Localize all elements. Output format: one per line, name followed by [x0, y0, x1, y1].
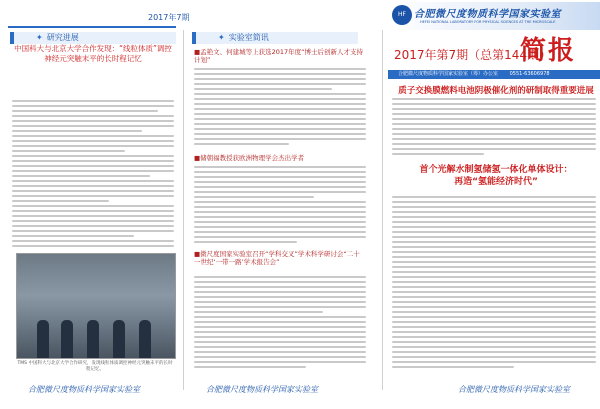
contact-bar — [388, 70, 600, 86]
star-icon: ✦ — [36, 33, 43, 42]
news-title-2: ■储朝福教授获欧洲物理学会杰出学者 — [194, 154, 305, 162]
news-body-2 — [194, 166, 366, 246]
news-title-3: ■微尺度国家实验室召开“学科交叉”学术科学研讨会“二十一世纪‘一带一路’学术报告会” — [194, 250, 360, 266]
secondary-headline-line2: 再造“氢能经济时代” — [454, 177, 538, 187]
bulletin-label: 简报 — [520, 36, 577, 66]
header-rule — [8, 26, 176, 28]
main-headline: 质子交换膜燃料电池阴极催化剂的研制取得重要进展 — [398, 86, 594, 96]
star-icon: ✦ — [218, 33, 225, 42]
article-body — [12, 100, 174, 250]
email-address: hfnlo072@ustc.edu.cn — [398, 80, 455, 86]
secondary-headline-line1: 首个光解水制氢储氢一体化单体设计： — [419, 165, 573, 175]
main-article-body — [392, 98, 596, 158]
issue-number: 2017年第7期（总第144期） — [394, 48, 552, 62]
column-divider — [183, 30, 184, 390]
masthead-subtitle: HEFEI NATIONAL LABORATORY FOR PHYSICAL SCIENCES AT THE MICROSCALE — [420, 20, 556, 24]
secondary-headline — [392, 164, 600, 188]
news-body-1 — [194, 68, 366, 148]
left-footer: 合肥微尺度物质科学国家实验室 — [28, 385, 140, 394]
office-name: 合肥微尺度物质科学国家实验室（筹）办公室 — [398, 71, 499, 77]
section-research-progress — [10, 32, 176, 44]
lab-logo-icon: HF — [392, 5, 412, 25]
section-lab-news — [192, 32, 358, 44]
issue-date: 2017年7期 — [148, 13, 190, 22]
article-headline: 中国科大与北京大学合作发现：“线粒体质”调控神经元突触末平的长时程记忆 — [14, 44, 172, 63]
right-footer: 合肥微尺度物质科学国家实验室 — [458, 385, 570, 394]
section-label: 实验室简讯 — [228, 33, 269, 42]
masthead-title: 合肥微尺度物质科学国家实验室 — [414, 9, 561, 20]
photo-caption: TMS 中国科大与北京大学合作研究，发现线粒体质调控神经元突触末平的长时程记忆。 — [17, 361, 173, 372]
news-title-1: ■孟艳文、何建城等上获选2017年度“博士后创新人才支持计划” — [194, 48, 364, 64]
column-divider — [382, 30, 383, 390]
middle-footer: 合肥微尺度物质科学国家实验室 — [206, 385, 318, 394]
section-label: 研究进展 — [46, 33, 79, 42]
meeting-photo — [16, 253, 176, 359]
secondary-article-body — [392, 196, 596, 371]
news-body-3 — [194, 276, 366, 371]
phone-number: 0551-63606978 — [509, 71, 550, 77]
